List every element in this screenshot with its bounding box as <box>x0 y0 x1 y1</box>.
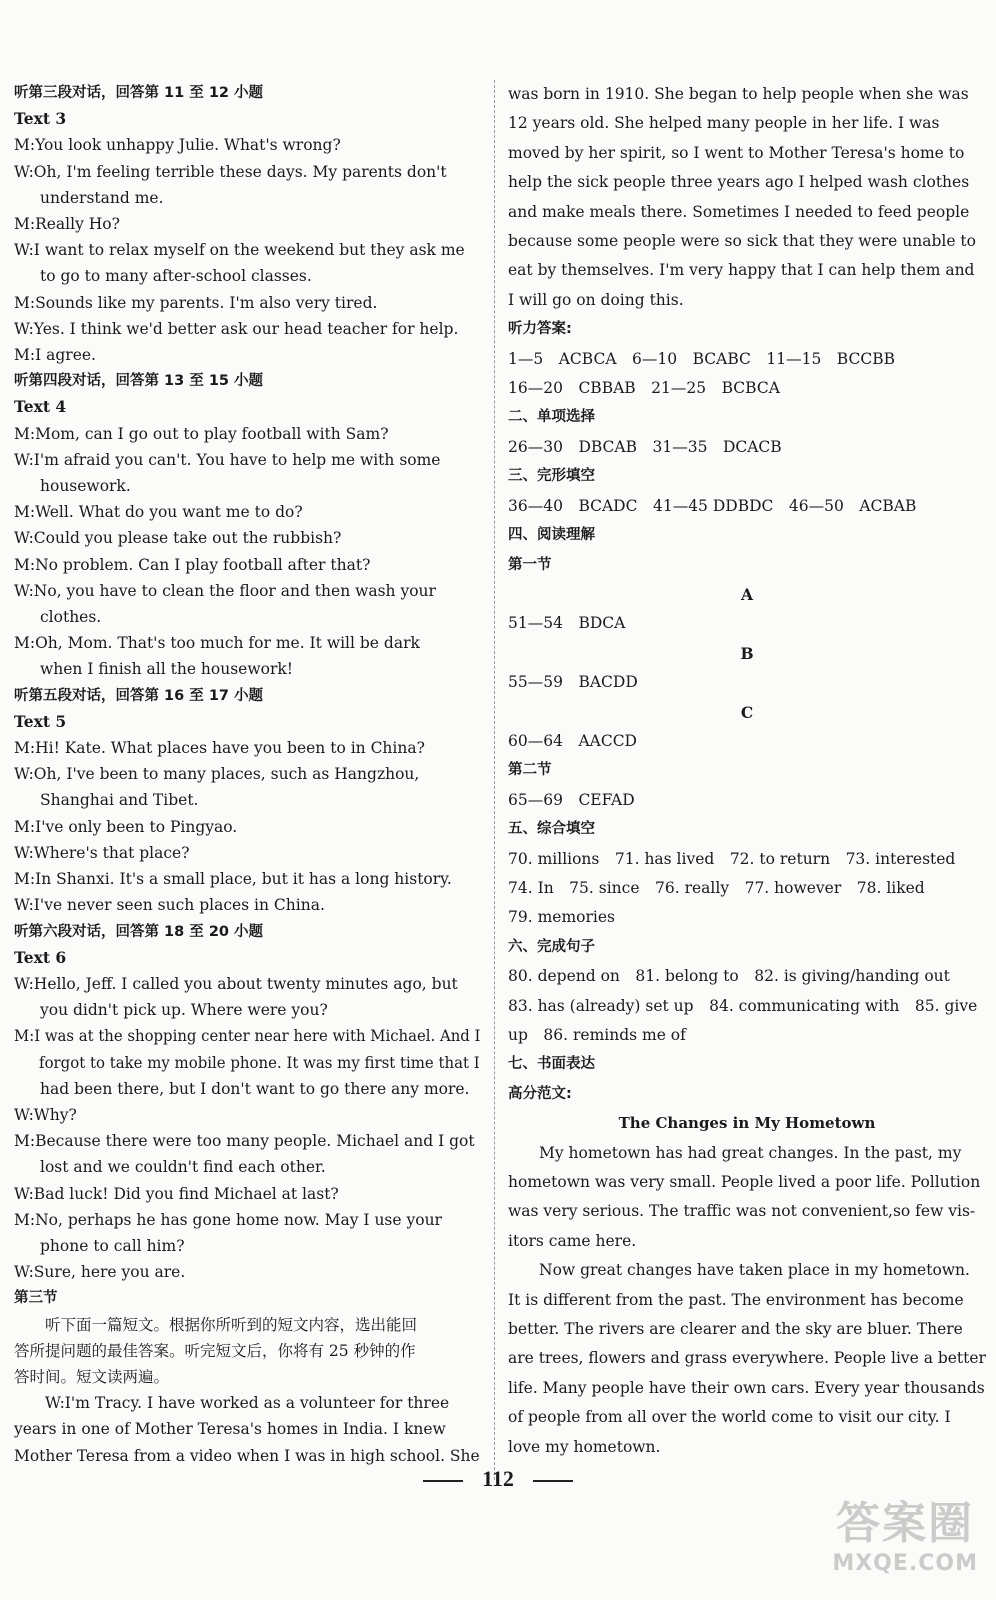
text-line: 36—40 BCADC 41—45 DDBDC 46—50 ACBAB <box>508 496 917 515</box>
section-heading: 六、完成句子 <box>508 938 595 955</box>
section-heading: 第三节 <box>14 1290 58 1307</box>
text-line: eat by themselves. I'm very happy that I can help them and <box>508 261 975 280</box>
text-line: M:Really Ho? <box>14 215 120 234</box>
text-line: better. The rivers are clearer and the sky are bluer. There <box>508 1320 963 1339</box>
text-line: W:Sure, here you are. <box>14 1263 186 1282</box>
text-line: Mother Teresa from a video when I was in high school. She <box>14 1446 480 1465</box>
text-line: 答时间。短文读两遍。 <box>14 1367 170 1386</box>
watermark-url: MXQE.COM <box>832 1551 978 1576</box>
text-line: M:I agree. <box>14 346 96 365</box>
text-line: 80. depend on 81. belong to 82. is giving/handing out <box>508 967 950 986</box>
text-line: because some people were so sick that they were unable to <box>508 232 976 251</box>
text-line: W:Yes. I think we'd better ask our head teacher for help. <box>14 319 459 338</box>
text-line: My hometown has had great changes. In the past, my <box>508 1143 962 1162</box>
text-line: was born in 1910. She began to help people when she was <box>508 85 969 103</box>
text-line: W:Bad luck! Did you find Michael at last? <box>14 1184 339 1203</box>
footer-dash-right <box>533 1480 573 1482</box>
text-line: A <box>740 584 754 604</box>
text-line: hometown was very small. People lived a poor life. Pollution <box>508 1173 981 1192</box>
text-line: clothes. <box>40 608 102 627</box>
text-line: had been there, but I don't want to go there any more. <box>40 1079 470 1098</box>
right-column <box>508 80 986 1462</box>
section-heading: 七、书面表达 <box>508 1056 595 1073</box>
text-line: you didn't pick up. Where were you? <box>40 1001 328 1020</box>
text-line: understand me. <box>40 188 164 207</box>
text-line: M:No problem. Can I play football after that? <box>14 555 371 574</box>
watermark-logo <box>832 1487 978 1576</box>
text-line: M:I've only been to Pingyao. <box>14 817 238 836</box>
text-line: forgot to take my mobile phone. It was my first time that I <box>39 1053 480 1072</box>
text-line: It is different from the past. The environment has become <box>508 1290 964 1309</box>
text-line: M:Mom, can I go out to play football with Sam? <box>14 424 389 443</box>
text-line: housework. <box>40 477 131 496</box>
text-line: 79. memories <box>508 908 615 927</box>
text-line: M:I was at the shopping center near here with Michael. And I <box>14 1027 481 1046</box>
text-line: Text 6 <box>14 947 67 967</box>
text-line: Now great changes have taken place in my hometown. <box>508 1261 970 1280</box>
text-line: Text 4 <box>14 397 67 417</box>
text-line: 60—64 AACCD <box>508 731 637 750</box>
text-line: 26—30 DBCAB 31—35 DCACB <box>508 437 782 456</box>
text-line: W:I want to relax myself on the weekend but they ask me <box>14 241 465 260</box>
text-line: I will go on doing this. <box>508 290 684 309</box>
section-heading: 四、阅读理解 <box>508 527 595 544</box>
text-line: life. Many people have their own cars. Every year thousands <box>508 1378 985 1397</box>
section-heading: 高分范文: <box>508 1085 572 1102</box>
section-heading: 听第三段对话，回答第 11 至 12 小题 <box>14 85 264 101</box>
text-line: W:Hello, Jeff. I called you about twenty minutes ago, but <box>14 974 458 993</box>
text-line: help the sick people three years ago I helped wash clothes <box>508 173 970 192</box>
watermark-title: 答案圈 <box>836 1498 975 1549</box>
left-column <box>14 80 480 1469</box>
text-line: 65—69 CEFAD <box>508 790 635 809</box>
section-heading: 第二节 <box>508 762 552 779</box>
text-line: 74. In 75. since 76. really 77. however 78. liked <box>508 878 925 897</box>
section-heading: 三、完形填空 <box>508 468 595 485</box>
text-line: M:Sounds like my parents. I'm also very tired. <box>14 293 378 312</box>
text-line: 12 years old. She helped many people in her life. I was <box>508 114 940 133</box>
section-heading: 第一节 <box>508 556 552 573</box>
text-line: are trees, flowers and grass everywhere. People live a better <box>508 1349 986 1368</box>
text-line: years in one of Mother Teresa's homes in India. I knew <box>14 1420 446 1439</box>
section-heading: 听第六段对话，回答第 18 至 20 小题 <box>14 923 264 940</box>
section-heading: 听力答案: <box>508 321 572 338</box>
text-line: 16—20 CBBAB 21—25 BCBCA <box>508 379 780 398</box>
text-line: M:Oh, Mom. That's too much for me. It will be dark <box>14 634 420 653</box>
text-line: moved by her spirit, so I went to Mother Teresa's home to <box>508 143 965 162</box>
text-line: 70. millions 71. has lived 72. to return 73. interested <box>508 849 956 868</box>
text-line: 1—5 ACBCA 6—10 BCABC 11—15 BCCBB <box>508 349 895 368</box>
text-line: W:I've never seen such places in China. <box>14 896 325 915</box>
text-line: M:Hi! Kate. What places have you been to in China? <box>14 739 425 758</box>
text-line: B <box>740 643 754 663</box>
text-line: phone to call him? <box>40 1236 185 1255</box>
text-line: W:Oh, I'm feeling terrible these days. My parents don't <box>14 162 447 181</box>
text-line: to go to many after-school classes. <box>40 267 312 286</box>
text-line: W:Oh, I've been to many places, such as Hangzhou, <box>14 765 420 784</box>
essay-title: The Changes in My Hometown <box>618 1114 876 1133</box>
text-line: itors came here. <box>508 1231 637 1250</box>
text-line: M:Well. What do you want me to do? <box>14 503 303 522</box>
text-line: up 86. reminds me of <box>508 1026 686 1044</box>
text-line: 55—59 BACDD <box>508 673 638 692</box>
text-line: W:Could you please take out the rubbish? <box>14 529 342 548</box>
text-line: M:Because there were too many people. Michael and I got <box>14 1132 475 1151</box>
column-divider <box>494 80 495 1480</box>
text-line: 答所提问题的最佳答案。听完短文后，你将有 25 秒钟的作 <box>14 1341 416 1360</box>
page-number: 112 <box>482 1466 514 1491</box>
text-line: 听下面一篇短文。根据你所听到的短文内容，选出能回 <box>14 1315 418 1334</box>
text-line: C <box>740 702 754 722</box>
text-line: when I finish all the housework! <box>40 660 293 679</box>
text-line: W:I'm Tracy. I have worked as a volunteer for three <box>14 1394 450 1413</box>
text-line: and make meals there. Sometimes I needed to feed people <box>508 202 970 221</box>
text-line: Text 3 <box>14 109 67 129</box>
text-line: of people from all over the world come to visit our city. I <box>508 1408 951 1427</box>
text-line: was very serious. The traffic was not convenient,so few vis- <box>508 1202 976 1221</box>
text-line: Shanghai and Tibet. <box>40 791 199 810</box>
section-heading: 二、单项选择 <box>508 409 595 426</box>
text-line: W:Where's that place? <box>14 843 190 862</box>
footer-dash-left <box>423 1480 463 1482</box>
text-line: Text 5 <box>14 711 67 731</box>
text-line: M:You look unhappy Julie. What's wrong? <box>14 136 341 155</box>
text-line: W:I'm afraid you can't. You have to help me with some <box>14 450 441 469</box>
text-line: W:Why? <box>14 1105 77 1124</box>
text-line: 83. has (already) set up 84. communicating with 85. give <box>508 996 978 1015</box>
text-line: love my hometown. <box>508 1437 661 1456</box>
text-line: lost and we couldn't find each other. <box>40 1158 326 1177</box>
text-line: M:In Shanxi. It's a small place, but it has a long history. <box>14 870 452 889</box>
text-line: W:No, you have to clean the floor and then wash your <box>14 581 436 600</box>
section-heading: 听第四段对话，回答第 13 至 15 小题 <box>14 373 264 390</box>
text-line: 51—54 BDCA <box>508 614 626 633</box>
section-heading: 听第五段对话，回答第 16 至 17 小题 <box>14 687 264 704</box>
section-heading: 五、综合填空 <box>508 821 595 838</box>
text-line: M:No, perhaps he has gone home now. May I use your <box>14 1210 442 1229</box>
